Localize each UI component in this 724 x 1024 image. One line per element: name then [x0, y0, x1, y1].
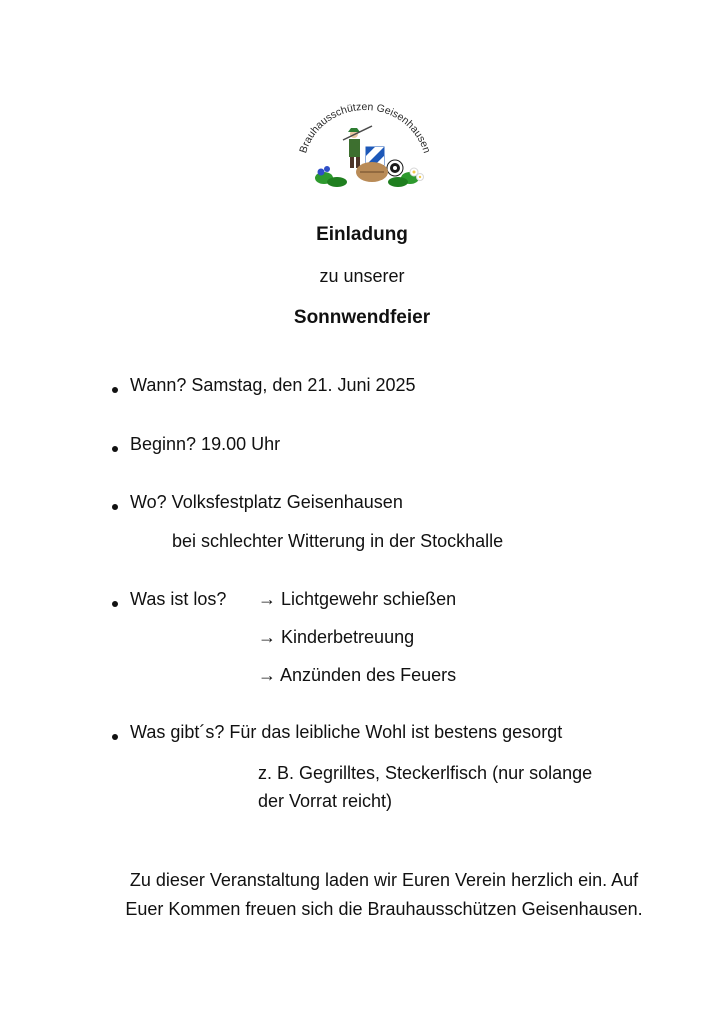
target	[387, 160, 403, 176]
bullet-marker	[112, 387, 118, 393]
bullet-marker	[112, 446, 118, 452]
where-line: Wo? Volksfestplatz Geisenhausen	[130, 492, 403, 512]
activity-item: → Kinderbetreuung	[258, 627, 415, 647]
page-title: Einladung	[316, 224, 408, 245]
bullet-marker	[112, 734, 118, 740]
when-line: Wann? Samstag, den 21. Juni 2025	[130, 375, 416, 395]
event-title: Sonnwendfeier	[293, 307, 431, 328]
club-logo	[290, 98, 440, 190]
start-line: Beginn? 19.00 Uhr	[130, 434, 281, 454]
barrel	[356, 162, 388, 182]
where-note: bei schlechter Witterung in der Stockhalle	[172, 531, 504, 551]
food-line: Was gibt´s? Für das leibliche Wohl ist bestens gesorgt	[130, 722, 563, 742]
food-note-line-2: der Vorrat reicht)	[258, 791, 393, 811]
bullet-marker	[112, 504, 118, 510]
activities-label: Was ist los?	[130, 589, 227, 609]
activity-item: → Anzünden des Feuers	[258, 665, 457, 685]
bullet-marker	[112, 601, 118, 607]
activity-item: → Lichtgewehr schießen	[258, 589, 457, 609]
closing-text: Zu dieser Veranstaltung laden wir Euren Verein herzlich ein. Auf Euer Kommen freuen sich die Brauhausschützen Geisenhausen.	[125, 870, 643, 919]
page-subtitle: zu unserer	[319, 266, 405, 286]
food-note-line-1: z. B. Gegrilltes, Steckerlfisch (nur solange	[258, 763, 593, 783]
logo-text: Brauhausschützen Geisenhausen	[297, 100, 433, 155]
